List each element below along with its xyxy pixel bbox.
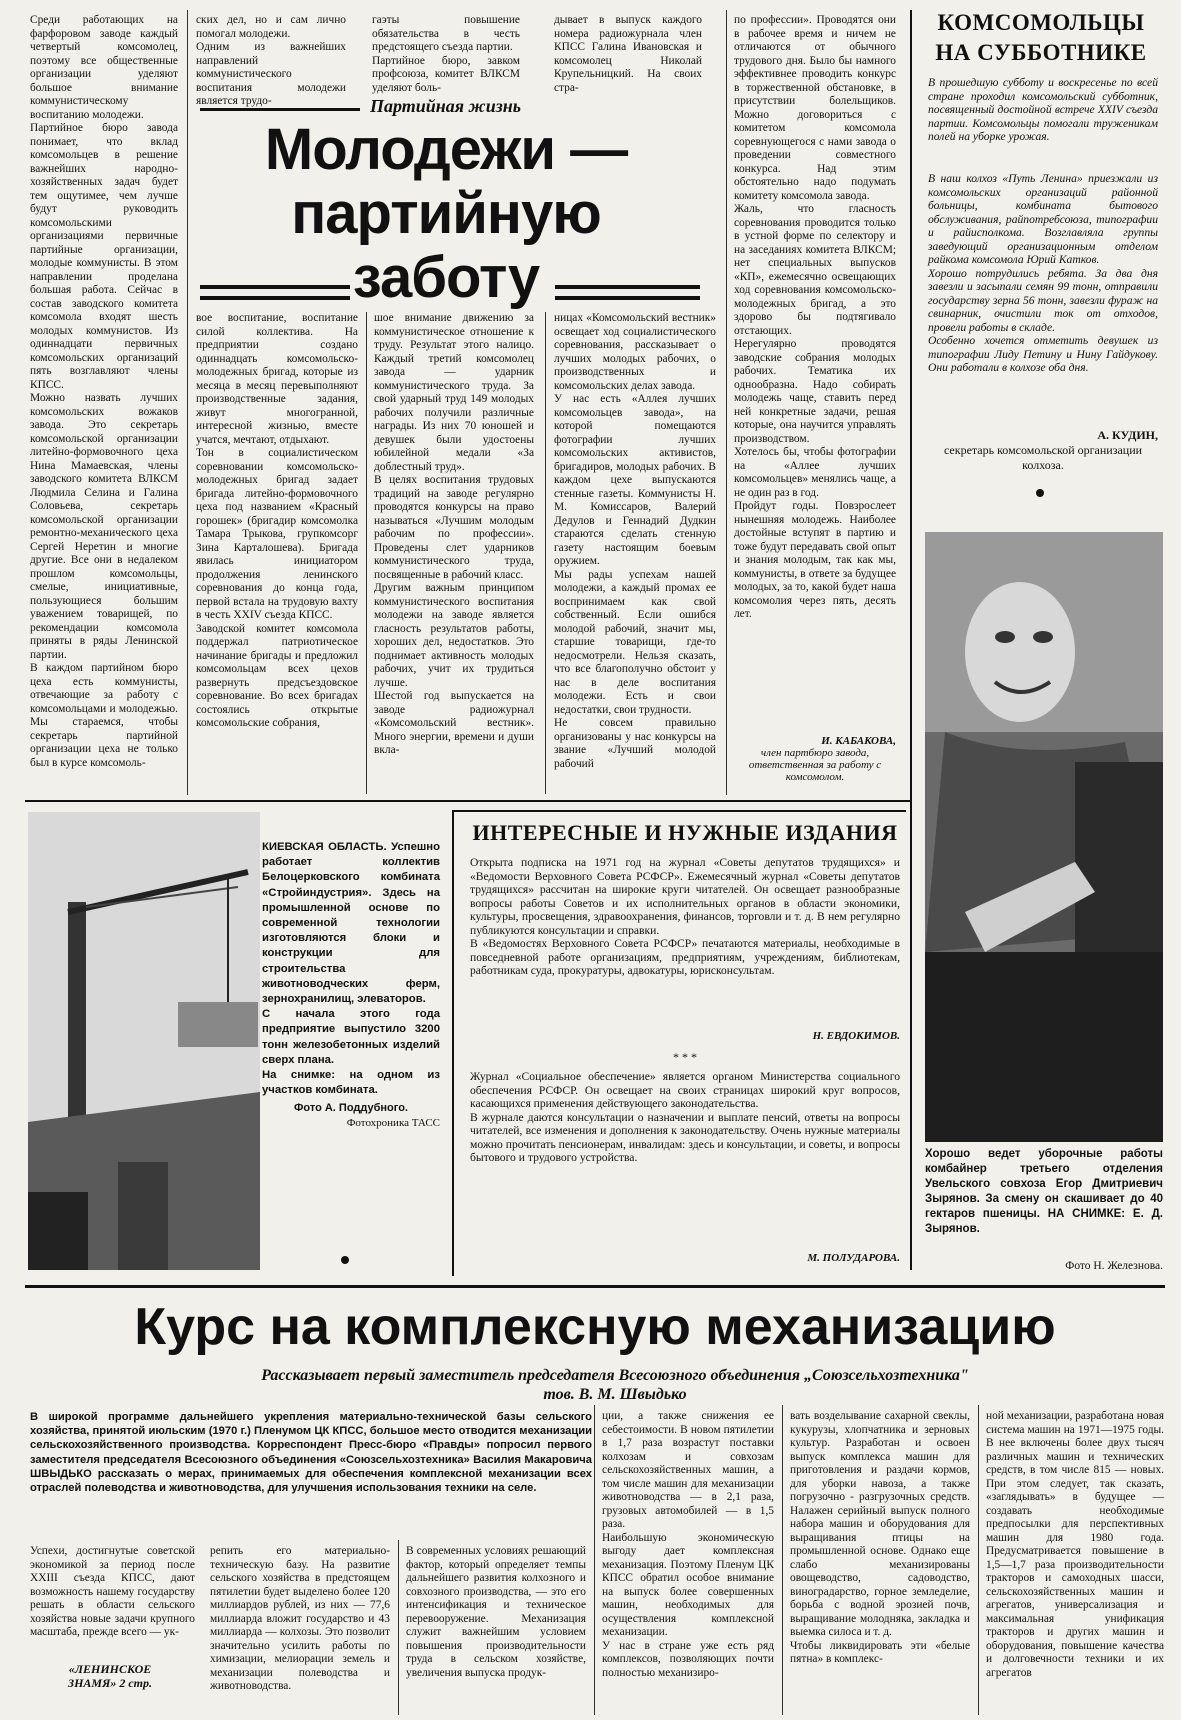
bullet-dot — [341, 1256, 349, 1264]
editions-text-2: Журнал «Социальное обеспечение» является органом Министерства социального обеспечения РСФСР. Он освещает на своих страницах широкий круг вопросов, касающихся применения действующего законодательства. В журнале даются консультации о назначении и выплате пенсий, ответы на вопросы читателей, все изменения и дополнения к законодательству. Очень нужные материалы можно прочитать пенсионерам, инвалидам: здесь и консультации, и советы, и вопросы бытового и трудового устройства. — [470, 1070, 900, 1164]
section-rule-thick — [25, 1285, 1165, 1288]
article-headline — [196, 118, 696, 310]
caption-on-photo: НА СНИМКЕ: Е. Д. Зырянов. — [925, 1208, 1163, 1235]
article-column-3-top: гаэты повышение обязательства в честь предстоящего съезда партии. Партийное бюро, завком профсоюза, комитет ВЛКСМ уделяют боль- — [372, 14, 520, 94]
column-divider — [726, 10, 727, 795]
kiev-photo-credit: Фото А. Поддубного. — [294, 1102, 408, 1115]
subbotnik-author: А. КУДИН, — [1097, 428, 1158, 442]
kiev-caption: КИЕВСКАЯ ОБЛАСТЬ. Успешно работает коллектив Белоцерковского комбината «Стройиндустрия». Здесь на промышленной основе по современной технологии изготовляются блоки и конструкции для строительства животноводческих ферм, зернохранилищ, элеваторов. С начала этого года предприятие выпустило 3200 тонн железобетонных изделий сверх плана. На снимке: на одном из участков комбината. — [262, 841, 440, 1097]
mech-column-4: ции, а также снижения ее себестоимости. В новом пятилетии в 1,7 раза возрастут поставки колхозам и совхозам сельскохозяйственных машин, а том числе машин для механизации животноводства — в 2,1 раза, грузовых автомобилей — в 1,5 раза. Наибольшую экономическую выгоду дает комплексная механизация. Поэтому Пленум ЦК КПСС обратил особое внимание на выпуск более совершенных машин, необходимых для осуществления комплексной механизации. У нас в стране уже есть ряд комплексов, позволяющих почти полностью механизиро- — [602, 1410, 774, 1679]
article-signature — [734, 735, 896, 783]
source-label: «ЛЕНИНСКОЕ ЗНАМЯ» 2 стр. — [67, 1662, 153, 1690]
editions-author-1: Н. ЕВДОКИМОВ. — [812, 1030, 900, 1042]
caption-text: Хорошо ведет уборочные работы комбайнер третьего отделения Увельского совхоза Егор Дмитриевич Зырянов. За смену он скашивает до 40 гектаров пшеницы. — [925, 1148, 1163, 1220]
bullet-dot — [1036, 489, 1044, 497]
subbotnik-title: КОМСОМОЛЬЦЫ НА СУББОТНИКЕ — [935, 10, 1147, 65]
column-divider — [187, 10, 188, 795]
headline-line-2: партийную — [291, 181, 601, 246]
column-divider — [782, 1405, 783, 1715]
article-column-1: Среди работающих на фарфоровом заводе каждый четвертый комсомолец, поэтому все общественные организации уделяют большое внимание коммунистическому воспитанию молодежи. Партийное бюро завода понимает, что вклад комсомольцев в решение важнейших народно-хозяйственных задач будет тем ощутимее, чем лучше будут руководить комсомольскими организациями первичные партийные организации, молодые коммунисты. В этом направлении проделана большая работа. Сейчас в состав заводского комитета комсомола входят шесть молодых коммунистов. Из одиннадцати первичных комсомольских организаций пять возглавляют члены КПСС. Можно назвать лучших комсомольских вожаков завода. Это секретарь комсомольской организации литейно-формовочного цеха Нина Мамаевская, члены заводского комитета ВЛКСМ Людмила Селина и Галина Соловьева, секретарь комсомольской организации ремонтно-механического цеха Сергей Неретин и многие другие. Все они в недалеком прошлом комсомольцы, смелые, инициативные, пользующиеся большим уважением товарищей, по рекомендации комсомола приняты в ряды Ленинской партии. В каждом партийном бюро цеха есть коммунисты, отвечающие за работу с комсомольцами и молодежью. Мы стараемся, чтобы секретарь партийной организации цеха не только был в курсе комсомоль- — [30, 14, 178, 769]
editions-signature-2 — [470, 1252, 900, 1264]
article-column-2: вое воспитание, воспитание силой коллектива. На предприятии создано одиннадцать комсомольско-молодежных бригад, которые из месяца в месяц перевыполняют производственные задания, живут многогранной, интересной жизнью, вместе учатся, мечтают, отдыхают. Тон в социалистическом соревновании комсомольско-молодежных бригад задает бригада литейно-формовочного цеха под названием «Красный горошек» (бригадир комсомолка Тамара Трыкова, групкомсорг Зина Карталошева). Бригада явилась инициатором продолжения ленинского соревнования до конца года, первой встала на трудовую вахту в честь XXIV съезда КПСС. Заводской комитет комсомола поддержал патриотическое начинание бригады и предложил комсомольцам всех цехов развернуть предсъездовское соревнование. Во всех бригадах состоялись открытые комсомольские собрания, — [196, 312, 358, 729]
mech-column-5: вать возделывание сахарной свеклы, кукурузы, хлопчатника и зерновых культур. Разработан и освоен выпуск комплекса машин для приготовления и раздачи кормов, для уборки навоза, а также погрузочно - разгрузочных средств. Налажен серийный выпуск полного набора машин и оборудования для выращивания птицы на промышленной основе. Однако еще слабо механизированы овощеводство, садоводство, виноградарство, горное земледелие, борьба с водной эрозией почв, выращивание молодняка, закладка и выемка силоса и т. д. Чтобы ликвидировать эти «белые пятна» в комплекс- — [790, 1410, 970, 1665]
mech-column-2: репить его материально-техническую базу. На развитие сельского хозяйства в предстоящем пятилетии будет выделено более 120 миллиардов рублей, из них — 77,6 миллиарда вложит государство и 43 миллиарда — колхозы. Это позволит значительно усилить работы по химизации, мелиорации земель и механизации полеводства и животноводства. — [210, 1545, 390, 1692]
headline-line-3: заботу — [352, 245, 540, 310]
article-rubric: Партийная жизнь — [370, 96, 521, 116]
combine-photo-credit: Фото Н. Железнова. — [1065, 1260, 1163, 1272]
headline-rule-right-2 — [555, 296, 700, 300]
combine-operator-photo — [925, 532, 1163, 1142]
crane-photo — [28, 812, 260, 1270]
headline-line-1: Молодежи — — [264, 117, 628, 182]
subbotnik-lead: В прошедшую субботу и воскресенье по всей стране проходил комсомольский субботник, посвященный достойной встрече XXIV съезда партии. Комсомольцы помогали труженикам полей на уборке урожая. — [928, 76, 1158, 143]
kiev-text — [262, 840, 440, 1129]
mech-column-3: В современных условиях решающий фактор, который определяет темпы дальнейшего развития колхозного и совхозного производства, — это его интенсификация и техническое перевооружение. Механизация служит важнейшим условием повышения производительности труда в сельском хозяйстве, увеличения выпуска продук- — [406, 1545, 586, 1679]
editions-title: ИНТЕРЕСНЫЕ И НУЖНЫЕ ИЗДАНИЯ — [472, 820, 898, 845]
section-rule — [25, 800, 910, 802]
headline-rule-left — [200, 285, 350, 289]
author-role: член партбюро завода, ответственная за работу с комсомолом. — [748, 747, 882, 783]
headline-rule — [200, 108, 360, 111]
article-column-3: шое внимание движению за коммунистическое отношение к труду. Результат этого налицо. Каждый третий комсомолец завода — ударник коммунистического труда. За свой ударный труд 149 молодых рабочих получили различные награды. Из них 70 юношей и девушек были удостоены юбилейной медали «За доблестный труд». В целях воспитания трудовых традиций на заводе регулярно проводятся конкурсы на право называться «Лучшим молодым рабочим по профессии». Проведены слет ударников коммунистического труда, посвященные в рабочий класс. Другим важным принципом коммунистического воспитания молодежи на заводе является гласность результатов работы, хороших дел, недостатков. Это поднимает активность молодых рабочих, учит их трудиться лучше. Шестой год выпускается на заводе радиожурнал «Комсомольский вестник». Много энергии, времени и души вкла- — [374, 312, 534, 756]
editions-author-2: М. ПОЛУДАРОВА. — [807, 1252, 900, 1264]
column-divider — [910, 10, 912, 1270]
mech-column-1: Успехи, достигнутые советской экономикой за период после XXIII съезда КПСС, дают возможность нашему государству решать в области сельского хозяйства новые задачи крупного масштаба, прежде всего — ук- — [30, 1545, 195, 1638]
headline-rule-left-2 — [200, 296, 350, 300]
editions-signature-1 — [470, 1030, 900, 1042]
combine-photo-caption — [925, 1147, 1163, 1237]
article-column-2-top: ских дел, но и сам лично помогал молодежи. Одним из важнейших направлений коммунистического воспитания молодежи является трудо- — [196, 14, 346, 107]
mechanization-headline: Курс на комплексную механизацию — [134, 1298, 1056, 1356]
subbotnik-signature — [928, 428, 1158, 473]
column-divider — [978, 1405, 979, 1715]
mech-column-6: ной механизации, разработана новая система машин на 1971—1975 годы. В нее включены более двух тысяч различных машин и технических средств, в том числе 815 — новых. При этом следует, так сказать, «заглядывать» в будущее — создавать необходимые предпосылки для перспективных машин для 1980 года. Предусматривается повышение в 1,5—1,7 раза производительности тракторов и самоходных шасси, сельскохозяйственных машин и агрегатов, универсализация и максимальная унификация тракторов и других машин и оборудования, повышение качества и долговечности техники и их агрегатов — [986, 1410, 1165, 1679]
kiev-agency: Фотохроника ТАСС — [346, 1117, 440, 1130]
subbotnik-body: В наш колхоз «Путь Ленина» приезжали из комсомольских организаций районной больницы, комбината бытового обслуживания, райпотребсоюза, типографии и райисполкома. Возглавляла группы заведующий организационным отделом райкома комсомола Юрий Катков. Хорошо потрудились ребята. За два дня завезли и засыпали семян 99 тонн, отправили государству зерна 56 тонн, завезли фураж на свинарник, очистили ток от отходов, провели работы в складе. Особенно хочется отметить девушек из типографии Лиду Петину и Нину Гайдукову. Они работали в колхозе оба дня. — [928, 172, 1158, 374]
article-column-5: по профессии». Проводятся они в рабочее время и ничем не отличаются от обычного трудового дня. Было бы намного эффективнее проводить конкурс в торжественной обстановке, в присутствии болельщиков. Можно договориться с комитетом комсомола соревнующегося с нами завода о проведении совместного конкурса. Над этим обстоятельно надо подумать комитету комсомола завода. Жаль, что гласность соревнования проводится только в устной форме по селектору и на заседаниях комитета ВЛКСМ; нет специальных выпусков «КП», ежемесячно освещающих ход соревнования комсомольско-молодежных бригад, а это здорово бы подтягивало отстающих. Нерегулярно проводятся заводские собрания молодых рабочих. Тематика их однообразна. Надо собирать молодежь чаще, ставить перед ней конкретные задачи, решая которые, она научится управлять производством. Хотелось бы, чтобы фотографии на «Аллее лучших комсомольцев» менялись чаще, а не один раз в год. Пройдут годы. Повзрослеет нынешняя молодежь. Наиболее достойные вступят в партию и тоже будут передавать свой опыт и знания молодым, так как мы, коммунисты, в ответе за будущее молодых, за то, какой будет наша комсомолия через пять, десять лет. — [734, 14, 896, 620]
article-column-4: ницах «Комсомольский вестник» освещает ход социалистического соревнования, рассказывает о лучших молодых рабочих, о производственных и комсомольских делах завода. У нас есть «Аллея лучших комсомольцев завода», на которой помещаются фотографии лучших комсомольских активистов, бригадиров, молодых рабочих. В каждом цехе выпускаются стенные газеты. Коммунисты Н. М. Комиссаров, Валерий Дедулов и Геннадий Дудкин стараются сделать стенную газету настоящим боевым оружием. Мы рады успехам нашей молодежи, а каждый промах ее воспринимаем как свой собственный. Если ошибся молодой рабочий, значит мы, старшие товарищи, где-то недосмотрели. Нельзя сказать, что все благополучно обстоит у нас в деле воспитания молодежи. Есть и свои недостатки, свои трудности. Не совсем правильно организованы у нас конкурсы на звание «Лучший молодой рабочий — [554, 312, 716, 770]
photo-illustration — [925, 532, 1163, 1142]
photo-illustration — [28, 812, 260, 1270]
column-divider — [594, 1405, 595, 1715]
mechanization-subhead: Рассказывает первый заместитель председателя Всесоюзного объединения „Союзсельхозтехника" тов. В. М. Швыдько — [261, 1367, 969, 1403]
article-column-4-top: дывает в выпуск каждого номера радиожурнала член КПСС Галина Ивановская и комсомолец Николай Крупельницкий. На своих стра- — [554, 14, 702, 94]
mechanization-lead: В широкой программе дальнейшего укрепления материально-технической базы сельского хозяйства, принятой июльским (1970 г.) Пленумом ЦК КПСС, большое место отводится механизации сельскохозяйственного производства. Корреспондент Пресс-бюро «Правды» попросил первого заместителя председателя Всесоюзного объединения «Союзсельхозтехника» Василия Макаровича ШВЫДЬКО рассказать о мерах, принимаемых для обеспечения комплексной механизации всех отраслей полеводства и животноводства, для улучшения использования техники на селе. — [30, 1411, 592, 1495]
column-divider — [545, 312, 546, 794]
editions-text-1: Открыта подписка на 1971 год на журнал «Советы депутатов трудящихся» и «Ведомости Верховного Совета РСФСР». Ежемесячный журнал «Советы депутатов трудящихся» рассчитан на широкие круги читателей. Он освещает разнообразные вопросы работы Советов и их исполнительных органов в области экономики, культуры, просвещения, здравоохранения, финансов, торговли и т. д. В нем регулярно публикуются консультации и справки. В «Ведомостях Верховного Совета РСФСР» печатаются материалы, необходимые в повседневной работе организациям, предприятиям, учреждениям, библиотекам, работникам суда, прокуратуры, адвокатуры, юрисконсультам. — [470, 856, 900, 977]
column-divider — [398, 1540, 399, 1715]
subbotnik-author-role: секретарь комсомольской организации колхоза. — [943, 443, 1143, 472]
column-divider — [366, 312, 367, 794]
headline-rule-right — [555, 285, 700, 289]
separator-stars: * * * — [673, 1050, 697, 1064]
author-name: И. КАБАКОВА, — [821, 735, 896, 747]
